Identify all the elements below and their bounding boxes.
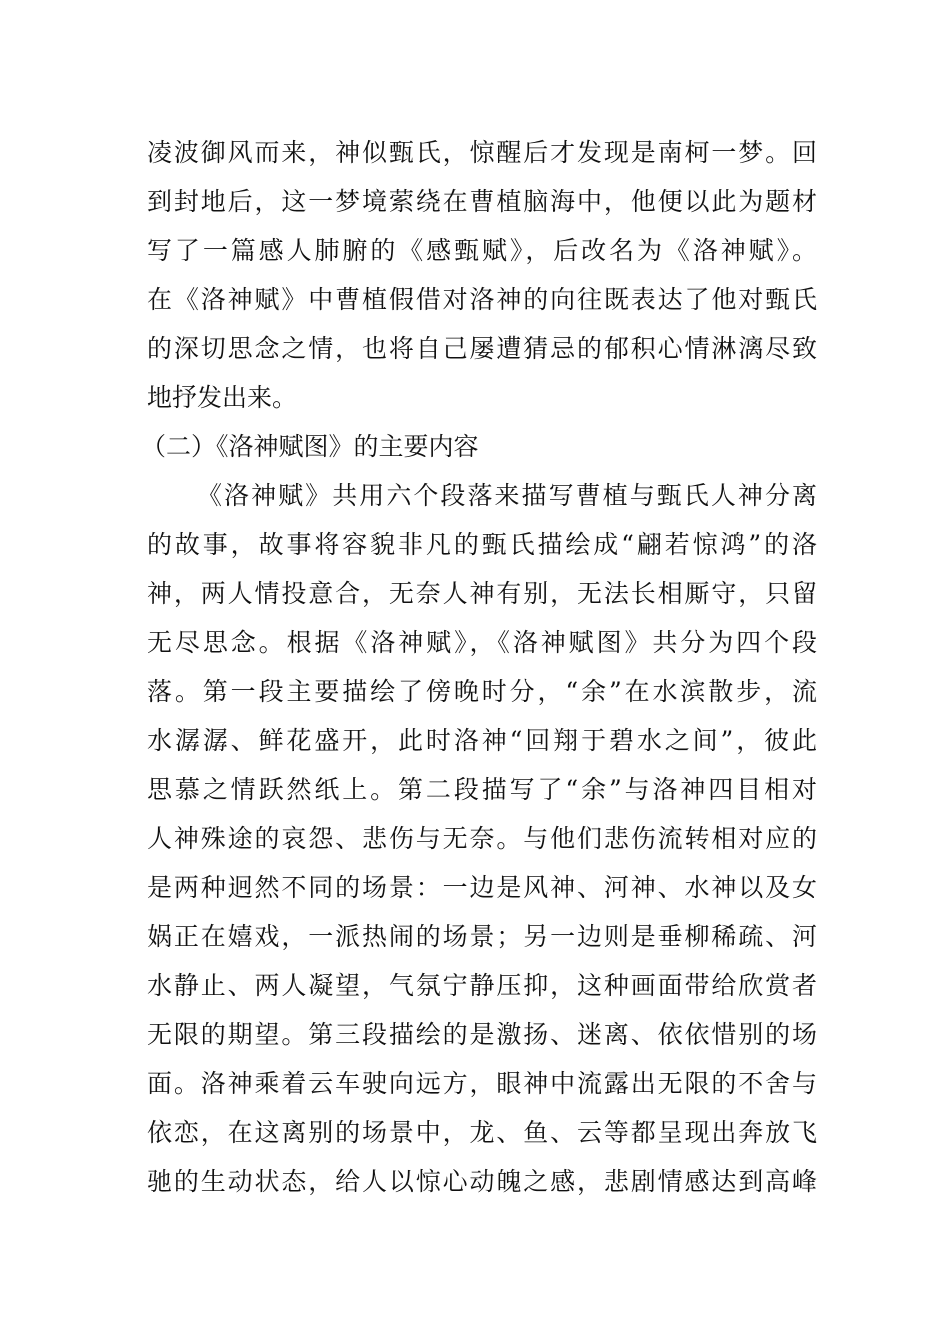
- paragraph-1-line: 写了一篇感人肺腑的《感甄赋》，后改名为《洛神赋》。: [147, 236, 817, 265]
- paragraph-2-line: 娲正在嬉戏，一派热闹的场景；另一边则是垂柳稀疏、河: [147, 922, 817, 951]
- paragraph-2-line: 是两种迥然不同的场景：一边是风神、河神、水神以及女: [147, 873, 817, 902]
- paragraph-2-line: 依恋，在这离别的场景中，龙、鱼、云等都呈现出奔放飞: [147, 1118, 817, 1147]
- paragraph-1-line: 地抒发出来。: [147, 383, 298, 412]
- paragraph-2-line: 无限的期望。第三段描绘的是激扬、迷离、依依惜别的场: [147, 1020, 817, 1049]
- paragraph-2-line: 水潺潺、鲜花盛开，此时洛神“回翔于碧水之间”，彼此: [147, 726, 817, 755]
- paragraph-2-line: 的故事，故事将容貌非凡的甄氏描绘成“翩若惊鸿”的洛: [147, 530, 817, 559]
- paragraph-2-line: 面。洛神乘着云车驶向远方，眼神中流露出无限的不舍与: [147, 1069, 817, 1098]
- paragraph-2-line: 驰的生动状态，给人以惊心动魄之感，悲剧情感达到高峰: [147, 1167, 817, 1196]
- paragraph-1-line: 到封地后，这一梦境萦绕在曹植脑海中，他便以此为题材: [147, 187, 817, 216]
- section-heading: （二）《洛神赋图》的主要内容: [141, 432, 479, 461]
- body-text: [141, 128, 817, 1206]
- paragraph-1-line: 在《洛神赋》中曹植假借对洛神的向往既表达了他对甄氏: [147, 285, 817, 314]
- paragraph-2-line: 水静止、两人凝望，气氛宁静压抑，这种画面带给欣赏者: [147, 971, 817, 1000]
- paragraph-1-line: 的深切思念之情，也将自己屡遭猜忌的郁积心情淋漓尽致: [147, 334, 817, 363]
- paragraph-2-line: 人神殊途的哀怨、悲伤与无奈。与他们悲伤流转相对应的: [147, 824, 817, 853]
- paragraph-2-line: 落。第一段主要描绘了傍晚时分，“余”在水滨散步，流: [147, 677, 817, 706]
- paragraph-2-line: 神，两人情投意合，无奈人神有别，无法长相厮守，只留: [147, 579, 817, 608]
- paragraph-2-line: 《洛神赋》共用六个段落来描写曹植与甄氏人神分离: [197, 481, 817, 510]
- paragraph-2-line: 无尽思念。根据《洛神赋》，《洛神赋图》共分为四个段: [147, 628, 817, 657]
- paragraph-2-line: 思慕之情跃然纸上。第二段描写了“余”与洛神四目相对: [147, 775, 817, 804]
- paragraph-1-line: 凌波御风而来，神似甄氏，惊醒后才发现是南柯一梦。回: [147, 138, 817, 167]
